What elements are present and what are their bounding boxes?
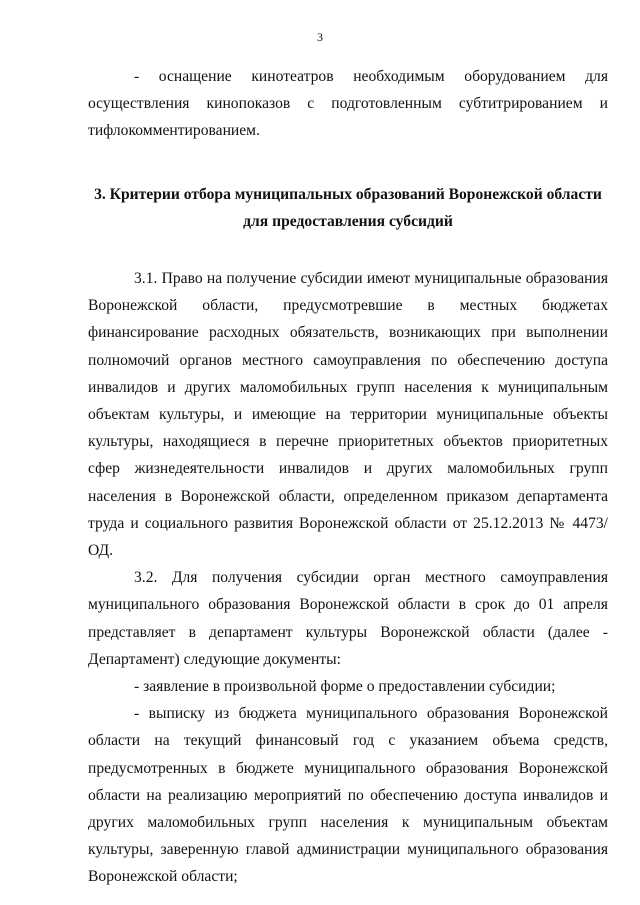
intro-paragraph: - оснащение кинотеатров необходимым оборудованием для осуществления кинопоказов с подготовленным субтитрированием и тифлокомментированием. — [88, 68, 608, 140]
document-body — [88, 63, 608, 891]
section-title-line-2: для предоставления субсидий — [243, 212, 453, 230]
paragraph-3-2: 3.2. Для получения субсидии орган местного самоуправления муниципального образования Воронежской области в срок до 01 апреля представляет в департамент культуры Воронежской области (далее - Департамент) следующие документы: — [88, 569, 608, 668]
page-number: 3 — [317, 30, 323, 44]
section-title — [88, 181, 608, 235]
paragraph-3-1: 3.1. Право на получение субсидии имеют муниципальные образования Воронежской области, предусмотревшие в местных бюджетах финансирование расходных обязательств, возникающих при выполнении полномочий органов местного самоуправления по обеспечению доступа инвалидов и других маломобильных групп населения к муниципальным объектам культуры, и имеющие на территории муниципальные объекты культуры, находящиеся в перечне приоритетных объектов приоритетных сфер жизнедеятельности инвалидов и других маломобильных групп населения в Воронежской области, определенном приказом департамента труда и социального развития Воронежской области от 25.12.2013 № 4473/ОД. — [88, 270, 608, 560]
section-title-line-1: 3. Критерии отбора муниципальных образований Воронежской области — [94, 185, 602, 203]
list-item-application: - заявление в произвольной форме о предоставлении субсидии; — [134, 678, 556, 696]
list-item-budget-extract: - выписку из бюджета муниципального образования Воронежской области на текущий финансовый год с указанием объема средств, предусмотренных в бюджете муниципального образования Воронежской области на реализацию мероприятий по обеспечению доступа инвалидов и других маломобильных групп населения к муниципальным объектам культуры, заверенную главой администрации муниципального образования Воронежской области; — [88, 705, 608, 886]
